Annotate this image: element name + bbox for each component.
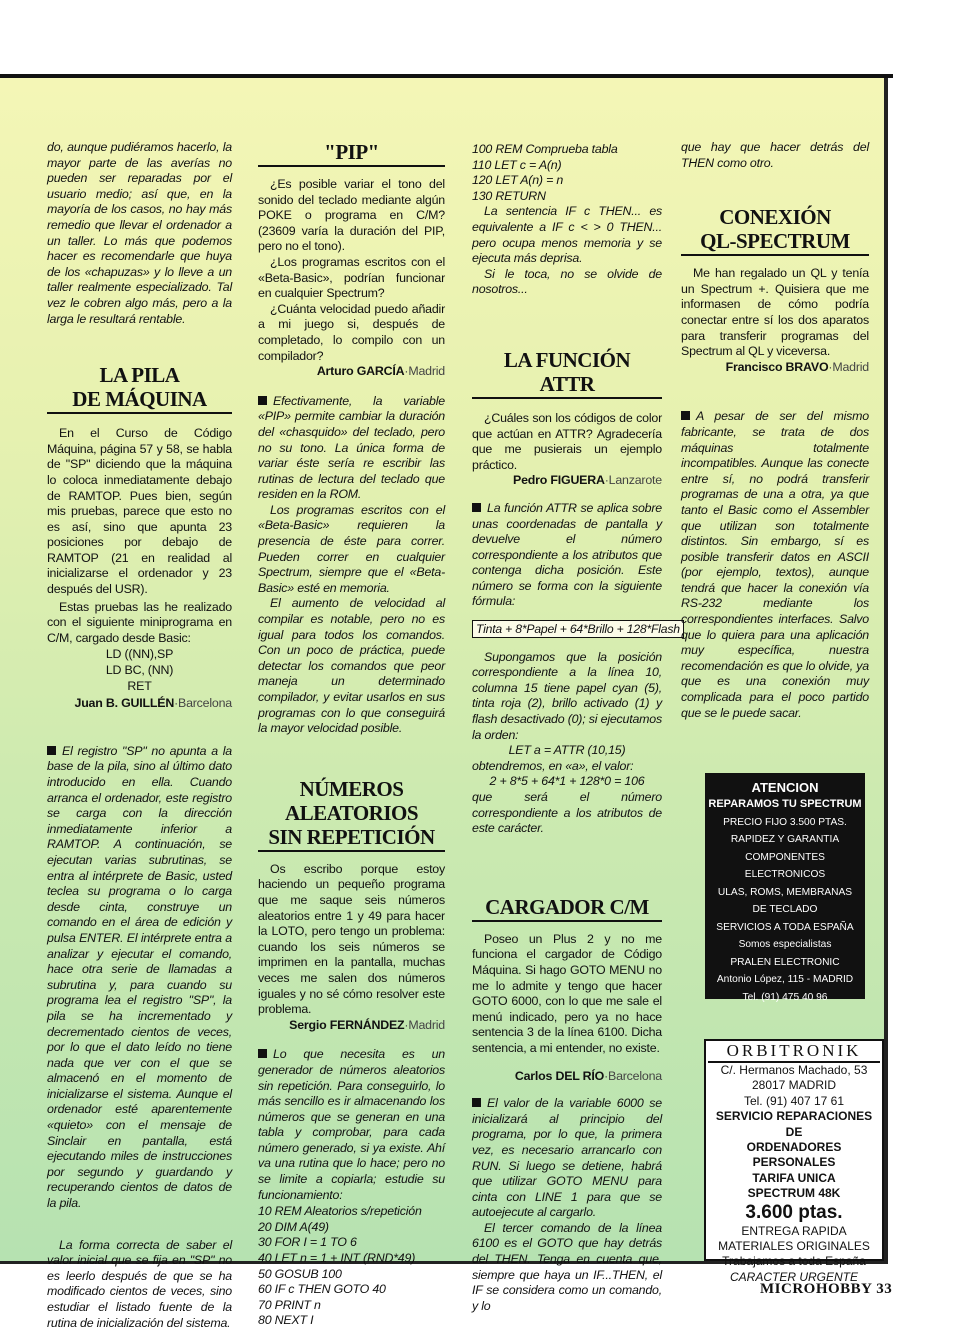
title-line-1: LA FUNCIÓN [503,347,631,372]
letter-paragraph: Me han regalado un QL y tenía un Spectrum +. Quisiera que me informasen de cómo podría conectar entre sí los dos aparatos para transferir programas del Spectrum al QL y viceversa. [681,266,869,359]
title-rule [258,165,445,167]
letter-paragraph: ¿Cuáles son los códigos de color que actúan en ATTR? Agradecería que me pusierais un ejemplo práctico. [472,410,662,472]
answer-paragraph: que será el número correspondiente a los atributos de este carácter. [472,790,662,836]
listing-line: 30 FOR I = 1 TO 6 [258,1235,357,1250]
title-line-2: SIN REPETICIÓN [268,824,435,849]
advert-line: Trabajamos a toda España [722,1254,866,1269]
advert-line: Tel. (91) 407 17 61 [743,1093,845,1108]
signature [258,1018,445,1034]
advert-price: 3.600 ptas. [745,1201,843,1223]
answer-paragraph [258,394,445,503]
signature-city: ·Madrid [404,1017,445,1032]
signature [258,364,445,380]
answer-paragraph: La sentencia IF c THEN... es equivalente a IF c < > 0 THEN... pero ocupa menos memoria y se ejecuta más deprisa. [472,204,662,266]
bullet-square-icon [258,1049,267,1058]
column-4 [681,140,869,721]
listing-line: 20 DIM A(49) [258,1219,329,1234]
answer-paragraph: Los programas escritos con el «Beta-Basic» requieren la presencia de éste para correr. Pueden correr en cualquier Spectrum, siempre que el «Beta-Basic» esté en memoria. [258,502,445,595]
intro-paragraph: do, aunque pudiéramos hacerlo, la mayor parte de las averías no pueden ser reparadas por el usuario medio; así que, en la mayoría de los casos, no hay más remedio que llevar el ordenador a un taller. Lo más que podemos hacer es recomendarle que huya de los «chapuzas» y lo lleve a un taller realmente especializado. Tal vez le cobren algo más, pero a la larga le resultará rentable. [47,140,232,326]
advert-line: 28017 MADRID [751,1078,837,1093]
signature-city: ·Madrid [404,364,445,379]
bullet-square-icon [472,503,481,512]
answer-paragraph [47,744,232,1212]
answer-paragraph: La forma correcta de saber el valor inicial que se fija en "SP" no es leerlo después de que se ha modificado cientos de veces, sino estudiar el listado fuente de la rutina de inicialización del sistema. [47,1237,232,1330]
advert-orbitronik [704,1039,884,1284]
formula-box: Tinta + 8*Papel + 64*Brillo + 128*Flash [472,620,684,638]
advert-pralen [705,773,865,1003]
listing-line: 100 REM Comprueba tabla [472,142,618,156]
listing-line: 130 RETURN [472,188,546,203]
section-title-pila [47,363,232,411]
advert-heading: ATENCION [751,780,819,795]
program-listing [472,142,662,204]
title-line-2: QL-SPECTRUM [700,229,850,254]
code-line: LET a = ATTR (10,15) [508,743,626,758]
advert-line: COMPONENTES ELECTRONICOS [744,851,826,880]
answer-text: Efectivamente, la variable «PIP» permite cambiar la duración del «chasquido» del teclado, pero no su tono. La única forma de variar éste sería re escribir las rutinas de lectura del teclado que residen en la ROM. [258,393,445,502]
advert-line: C/. Hermanos Machado, 53 [720,1063,868,1077]
answer-text: El registro "SP" no apunta a la base de la pila, sino al último dato introducido en ella. Cuando arranca el ordenador, este registro se carga con la dirección inmediatamente inferior a RAMTOP. A continuación, se ejecutan varias subrutinas, se entra al intérprete de Basic, usted teclea su programa o lo carga desde cinta, construye un comando en el área de edición y pulsa ENTER. El intérprete entra a analizar y ejecutar el comando, hace otra serie de llamadas a subrutina y, para cuando su programa lea el registro "SP", la pila se ha incrementado y decrementado cientos de veces, por lo que el dato leído no tiene nada que ver con el que se almacenó en el momento de inicializarse el sistema. Aunque el ordenador esté aparentemente «quieto» con el mensaje de Sinclair en pantalla, está ejecutando miles de instrucciones por segundo y guardando y recuperando cientos de datos de la pila. [47,743,232,1211]
signature [681,360,869,376]
answer-text: A pesar de ser del mismo fabricante, se trata de dos máquinas totalmente incompatibles. Aunque las conecte entre sí, no podrá transferir programas de una a otra, ya que tanto el Basic como el Assembler que utilizan son totalmente distintos. Sin embargo, sí es posible transferir datos en ASCII (por ejemplo, textos), aunque tendrá que hacer la conexión vía RS-232 mediante los correspondientes interfaces. Salvo que lo quiera para una aplicación muy específica, nuestra recomendación es que lo olvide, ya que es una conexión muy complicada para el poco partido que se le puede sacar. [681,409,869,720]
answer-text: Lo que necesita es un generador de números aleatorios sin repetición. Para conseguirlo, lo más sencillo es ir almacenando los números que se generan en una tabla y comprobar, para cada número generado, si ya existe. Ahí va una rutina que lo hace; pero no se limite a copiarla; estudie su funcionamiento: [258,1047,445,1202]
program-listing [258,1204,445,1329]
bullet-square-icon [47,746,56,755]
letter-paragraph: Os escribo porque estoy haciendo un pequeño programa que me saque seis números aleatorios entre 1 y 49 para hacer la LOTO, pero tengo un problema: cuando los seis números se imprimen en la pantalla, muchas veces me salen dos números iguales y no sé cómo resolver este problema. [258,861,445,1017]
advert-brand: ORBITRONIK [708,1041,880,1063]
letter-paragraph: ¿Cuánta velocidad puedo añadir a mi juego si, después de completado, lo compilo con un compilador? [258,301,445,363]
section-title-attr [472,348,662,396]
signature-name: Arturo GARCÍA [316,364,405,379]
answer-paragraph [681,409,869,721]
column-1 [47,140,232,1331]
advert-line: REPARAMOS TU SPECTRUM [708,798,862,810]
bullet-square-icon [472,1098,481,1107]
answer-paragraph: obtendremos, en «a», el valor: [472,758,634,773]
answer-paragraph: El aumento de velocidad al compilar es notable, pero no es igual para todos los comandos. Con un poco de práctica, puede detectar los comandos que peor maneja un determinado compilador, y evitar usarlos en sus programas con lo que conseguirá la mayor velocidad posible. [258,596,445,736]
signature [472,1069,662,1085]
advert-line: RAPIDEZ Y GARANTIA [730,834,840,845]
column-2 [258,140,445,1329]
listing-line: 60 IF c THEN GOTO 40 [258,1282,386,1297]
advert-line: ULAS, ROMS, MEMBRANAS [717,886,853,898]
answer-paragraph [258,1047,445,1203]
answer-paragraph [472,501,662,610]
title-rule [681,254,869,256]
signature-name: Sergio FERNÁNDEZ [289,1017,405,1032]
advert-line: MATERIALES ORIGINALES [718,1239,870,1254]
signature-city: ·Barcelona [174,696,232,711]
bullet-square-icon [681,411,690,420]
signature-name: Carlos DEL RÍO [514,1068,605,1083]
advert-line: Tel. (91) 475 40 96 [742,991,828,1003]
signature-name: Pedro FIGUERA [513,473,605,488]
listing-line: 40 LET n = 1 + INT (RND*49) [258,1251,416,1266]
listing-line: 50 GOSUB 100 [258,1266,342,1281]
title-line-2: ATTR [539,371,595,396]
letter-paragraph: ¿Es posible variar el tono del sonido del teclado mediante algún POKE o programa en C/M? (23609 varía la duración del PIP, pero no el tono). [258,177,445,254]
answer-paragraph: El tercer comando de la línea 6100 es el GOTO que hay detrás del THEN. Tenga en cuenta que, siempre que haya un IF...THEN, el IF se considera como un comando, y lo [472,1220,662,1313]
section-title-pip: "PIP" [324,140,379,164]
code-line: LD ((NN),SP [105,647,174,662]
magazine-name: MICROHOBBY [760,1281,872,1297]
title-line-1: NÚMEROS ALEATORIOS [284,776,419,825]
advert-line: DE TECLADO [752,904,818,915]
page-number: 33 [876,1281,893,1297]
signature-name: Francisco BRAVO [725,359,829,374]
advert-line: ENTREGA RAPIDA [741,1223,847,1238]
code-line: RET [127,678,152,693]
title-line-1: CONEXIÓN [719,205,831,230]
letter-paragraph: ¿Los programas escritos con el «Beta-Basic», podrían funcionar en cualquier Spectrum? [258,254,445,301]
answer-text: La función ATTR se aplica sobre unas coordenadas de pantalla y devuelve el número correspondiente a los atributos que contenga dicha posición. Este número se forma con la siguiente fórmula: [472,500,662,609]
advert-line: TARIFA UNICA [752,1170,836,1185]
advert-line: Antonio López, 115 - MADRID [716,974,854,985]
section-title-numeros [258,777,445,849]
title-line-2: DE MÁQUINA [72,387,207,412]
signature-city: ·Barcelona [604,1068,662,1083]
answer-paragraph: Si le toca, no se olvide de nosotros... [472,266,662,297]
listing-line: 70 PRINT n [258,1297,321,1312]
code-line: LD BC, (NN) [105,663,174,678]
bullet-square-icon [258,396,267,405]
section-title-cargador: CARGADOR C/M [485,894,649,919]
listing-line: 120 LET A(n) = n [472,173,564,188]
signature-city: ·Madrid [828,359,869,374]
signature [47,696,232,712]
title-rule [258,850,445,852]
letter-paragraph: Poseo un Plus 2 y no me funciona el cargador de Código Máquina. Si hago GOTO MENU no me lo admite y tengo que hacer GOTO 6000, con lo que me sale el menú indicado, pero ya no hace sentencia 3 de la línea 6100. Dicha sentencia, a mi entender, no existe. [472,931,662,1055]
advert-line: SERVICIOS A TODA ESPAÑA [716,921,854,933]
title-rule [472,920,662,922]
advert-line: PRALEN ELECTRONIC [730,956,840,968]
advert-line: PRECIO FIJO 3.500 PTAS. [723,816,847,828]
letter-paragraph: En el Curso de Código Máquina, página 57 y 58, se habla de "SP" diciendo que la máquina lo coloca inmediatamente debajo de RAMTOP. Pues bien, según mis pruebas, parece que esto no es así, sino que apunta 23 posiciones por debajo de RAMTOP (21 en realidad al inicializarse el ordenador y 23 después del USR). [47,426,232,597]
section-title-conexion [681,205,869,253]
signature-city: ·Lanzarote [604,473,662,488]
answer-paragraph: Supongamos que la posición correspondiente a la línea 10, columna 15 tiene papel cyan (5), tinta roja (2), brillo activado (1) y flash desactivado (0); si ejecutamos la orden: [472,649,662,742]
advert-line: SERVICIO REPARACIONES DE [715,1109,873,1139]
code-block [47,647,232,694]
column-3 [472,142,680,1314]
answer-text: El valor de la variable 6000 se inicializará al principio del programa, por lo que, la primera vez, es necesario arrancarlo con RUN. Si luego se detiene, habrá que utilizar GOTO MENU para cinta con LINE 1 para que se autoejecute al cargarlo. [472,1096,662,1220]
page-footer [760,1281,892,1298]
title-line-1: LA PILA [99,363,180,388]
listing-line: 80 NEXT I [258,1313,314,1328]
answer-paragraph: que hay que hacer detrás del THEN como otro. [681,140,869,170]
signature [472,473,662,489]
answer-paragraph [472,1096,662,1221]
signature-name: Juan B. GUILLÉN [74,696,175,711]
letter-paragraph: Estas pruebas las he realizado con el siguiente miniprograma en C/M, cargado desde Basic: [47,599,232,645]
listing-line: 110 LET c = A(n) [472,157,562,172]
listing-line: 10 REM Aleatorios s/repetición [258,1204,422,1219]
title-rule [47,412,232,414]
advert-line: Somos especialistas [738,939,832,950]
title-rule [472,397,662,399]
advert-line: CARACTER URGENTE [729,1269,858,1284]
advert-line: SPECTRUM 48K [747,1186,841,1201]
code-line: 2 + 8*5 + 64*1 + 128*0 = 106 [489,774,645,789]
advert-line: ORDENADORES PERSONALES [746,1140,842,1170]
